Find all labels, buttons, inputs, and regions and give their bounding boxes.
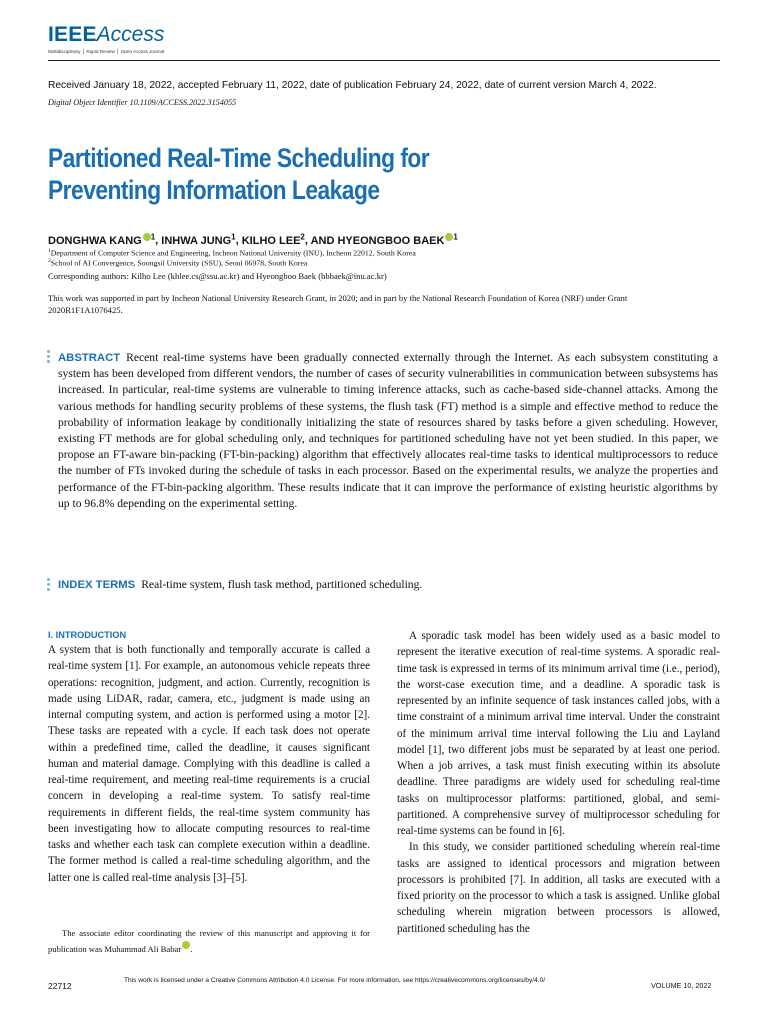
section-heading: I. INTRODUCTION (48, 630, 127, 640)
funding-statement: This work was supported in part by Incheon National University Research Grant, in 2020; and in part by the National Research Foundation of Korea (NRF) under Grant 2020R1F1A1076425. (48, 293, 628, 315)
abstract (58, 350, 718, 512)
index-text: Real-time system, flush task method, partitioned scheduling. (141, 578, 423, 591)
logo-ieee: IEEE (48, 23, 97, 46)
logo-access: Access (96, 23, 165, 46)
author-2[interactable]: INHWA JUNG$^1$ (161, 232, 236, 247)
paper-title (48, 142, 530, 206)
page-number: 22712 (48, 981, 72, 991)
intro-paragraph-1: A system that is both functionally and temporally accurate is called a real-time system [1]. For example, an autonomous vehicle repeats three operations: recognition, judgment, and action. Currently, recognition is made using LiDAR, radar, camera, etc., judgment is made using an internal computing system, and action is performed using a motor [2]. These tasks are repeated with a cycle. If each task does not operate within a predefined time, called the deadline, it causes significant human and material damage. Complying with this deadline is called a real-time requirement, and meeting real-time requirements is a crucial concern in developing a real-time system. To satisfy real-time requirements in different fields, the real-time system community has been investigating how to allocate computing resources to real-time tasks and whether each task can complete execution within a deadline. The former method is called a real-time scheduling algorithm, and the latter one is called real-time analysis [3]–[5]. (48, 644, 370, 884)
editor-footnote: The associate editor coordinating the review of this manuscript and approving it for publication was Muhammad Ali Babar . (48, 928, 370, 954)
index-marker-icon (47, 578, 51, 593)
license-notice[interactable]: This work is licensed under a Creative Commons Attribution 4.0 License. For more information, see https://creativecommons.org/licenses/by/4.0/ (124, 977, 546, 984)
header-rule (48, 60, 720, 61)
journal-logo (48, 24, 164, 55)
author-4[interactable]: AND HYEONGBOO BAEK $^1$ (310, 232, 458, 247)
author-1[interactable]: DONGHWA KANG $^1$ (48, 232, 156, 247)
affiliation-1: $^1$Department of Computer Science and Engineering, Incheon National University (INU), Incheon 22012, South Korea (48, 248, 416, 258)
right-column (397, 628, 720, 937)
corresponding-authors: Corresponding authors: Kilho Lee (khlee.cs@ssu.ac.kr) and Hyeongboo Baek (hbbaek@inu.ac.kr) (48, 271, 387, 281)
index-terms (58, 578, 422, 591)
title-line-2: Preventing Information Leakage (48, 175, 380, 205)
intro-paragraph-3: In this study, we consider partitioned scheduling wherein real-time tasks are assigned to identical processors and migration between processors is prohibited [7]. In addition, all tasks are executed with a fixed priority on the processor to which a task is assigned. Unlike global scheduling wherein migration between processors is allowed, partitioned scheduling has the (397, 841, 720, 935)
affiliation-2: $^2$School of AI Convergence, Soongsil University (SSU), Seoul 06978, South Korea (48, 258, 308, 268)
abstract-text: Recent real-time systems have been gradually connected externally through the Internet. As each subsystem constituting a system has been developed from different vendors, the number of cases of security vulnerabilities in communication between subsystems has increased. In particular, real-time systems are vulnerable to timing inference attacks, such as cache-based side-channel attacks. Among the various methods for handling security problems of these systems, the flush task (FT) method is a simple and effective method to reduce the probability of information leakage by conditionally initializing the state of resources shared by tasks before a given scheduling. However, existing FT methods are for global scheduling only, and techniques for partitioned scheduling have not yet been studied. In this paper, we propose an FT-aware bin-packing (FT-bin-packing) algorithm that effectively allocates real-time tasks to identical multiprocessors to reduce the number of FTs invoked during the schedule of tasks in each processor. Based on the experimental results, we analyze the properties and performance of the FT-bin-packing algorithm. These results indicate that it can improve the performance of existing heuristic algorithms by up to 96.8% depending on the experimental setting. (58, 351, 718, 510)
author-list: DONGHWA KANG $^1$, INHWA JUNG$^1$, KILHO LEE$^2$, AND HYEONGBOO BAEK $^1$ (48, 232, 458, 247)
abstract-marker-icon (47, 350, 51, 365)
intro-paragraph-2: A sporadic task model has been widely used as a basic model to represent the iterative execution of real-time systems. A sporadic real-time task is expressed in terms of its minimum arrival time (i.e., period), the worst-case execution time, and a deadline. A sporadic task is represented by an infinite sequence of task instances called jobs, with a time constraint of a minimum arrival time interval. Under the constraint of the minimum arrival time interval following the Liu and Layland model [1], two different jobs must be separated by at least one period. When a job arrives, a task must finish executing within its absolute deadline. Three paradigms are widely used for scheduling real-time tasks on multiprocessor platforms: partitioned, global, and semi-partitioned. A comprehensive survey of multiprocessor scheduling for real-time systems can be found in [6]. (397, 630, 720, 837)
received-dates: Received January 18, 2022, accepted February 11, 2022, date of publication February 24, 2022, date of current version March 4, 2022. (48, 80, 657, 91)
abstract-label: ABSTRACT (58, 352, 121, 364)
orcid-icon[interactable] (182, 941, 190, 949)
doi: Digital Object Identifier 10.1109/ACCESS.2022.3154055 (48, 98, 237, 107)
left-column (48, 628, 370, 886)
author-3[interactable]: KILHO LEE$^2$ (241, 232, 305, 247)
volume-label: VOLUME 10, 2022 (651, 981, 712, 990)
journal-tagline: Multidisciplinary ⎪ Rapid Review ⎪ Open Access Journal (48, 49, 165, 54)
orcid-icon[interactable] (143, 233, 151, 241)
index-label: INDEX TERMS (58, 579, 136, 591)
title-line-1: Partitioned Real-Time Scheduling for (48, 143, 430, 173)
